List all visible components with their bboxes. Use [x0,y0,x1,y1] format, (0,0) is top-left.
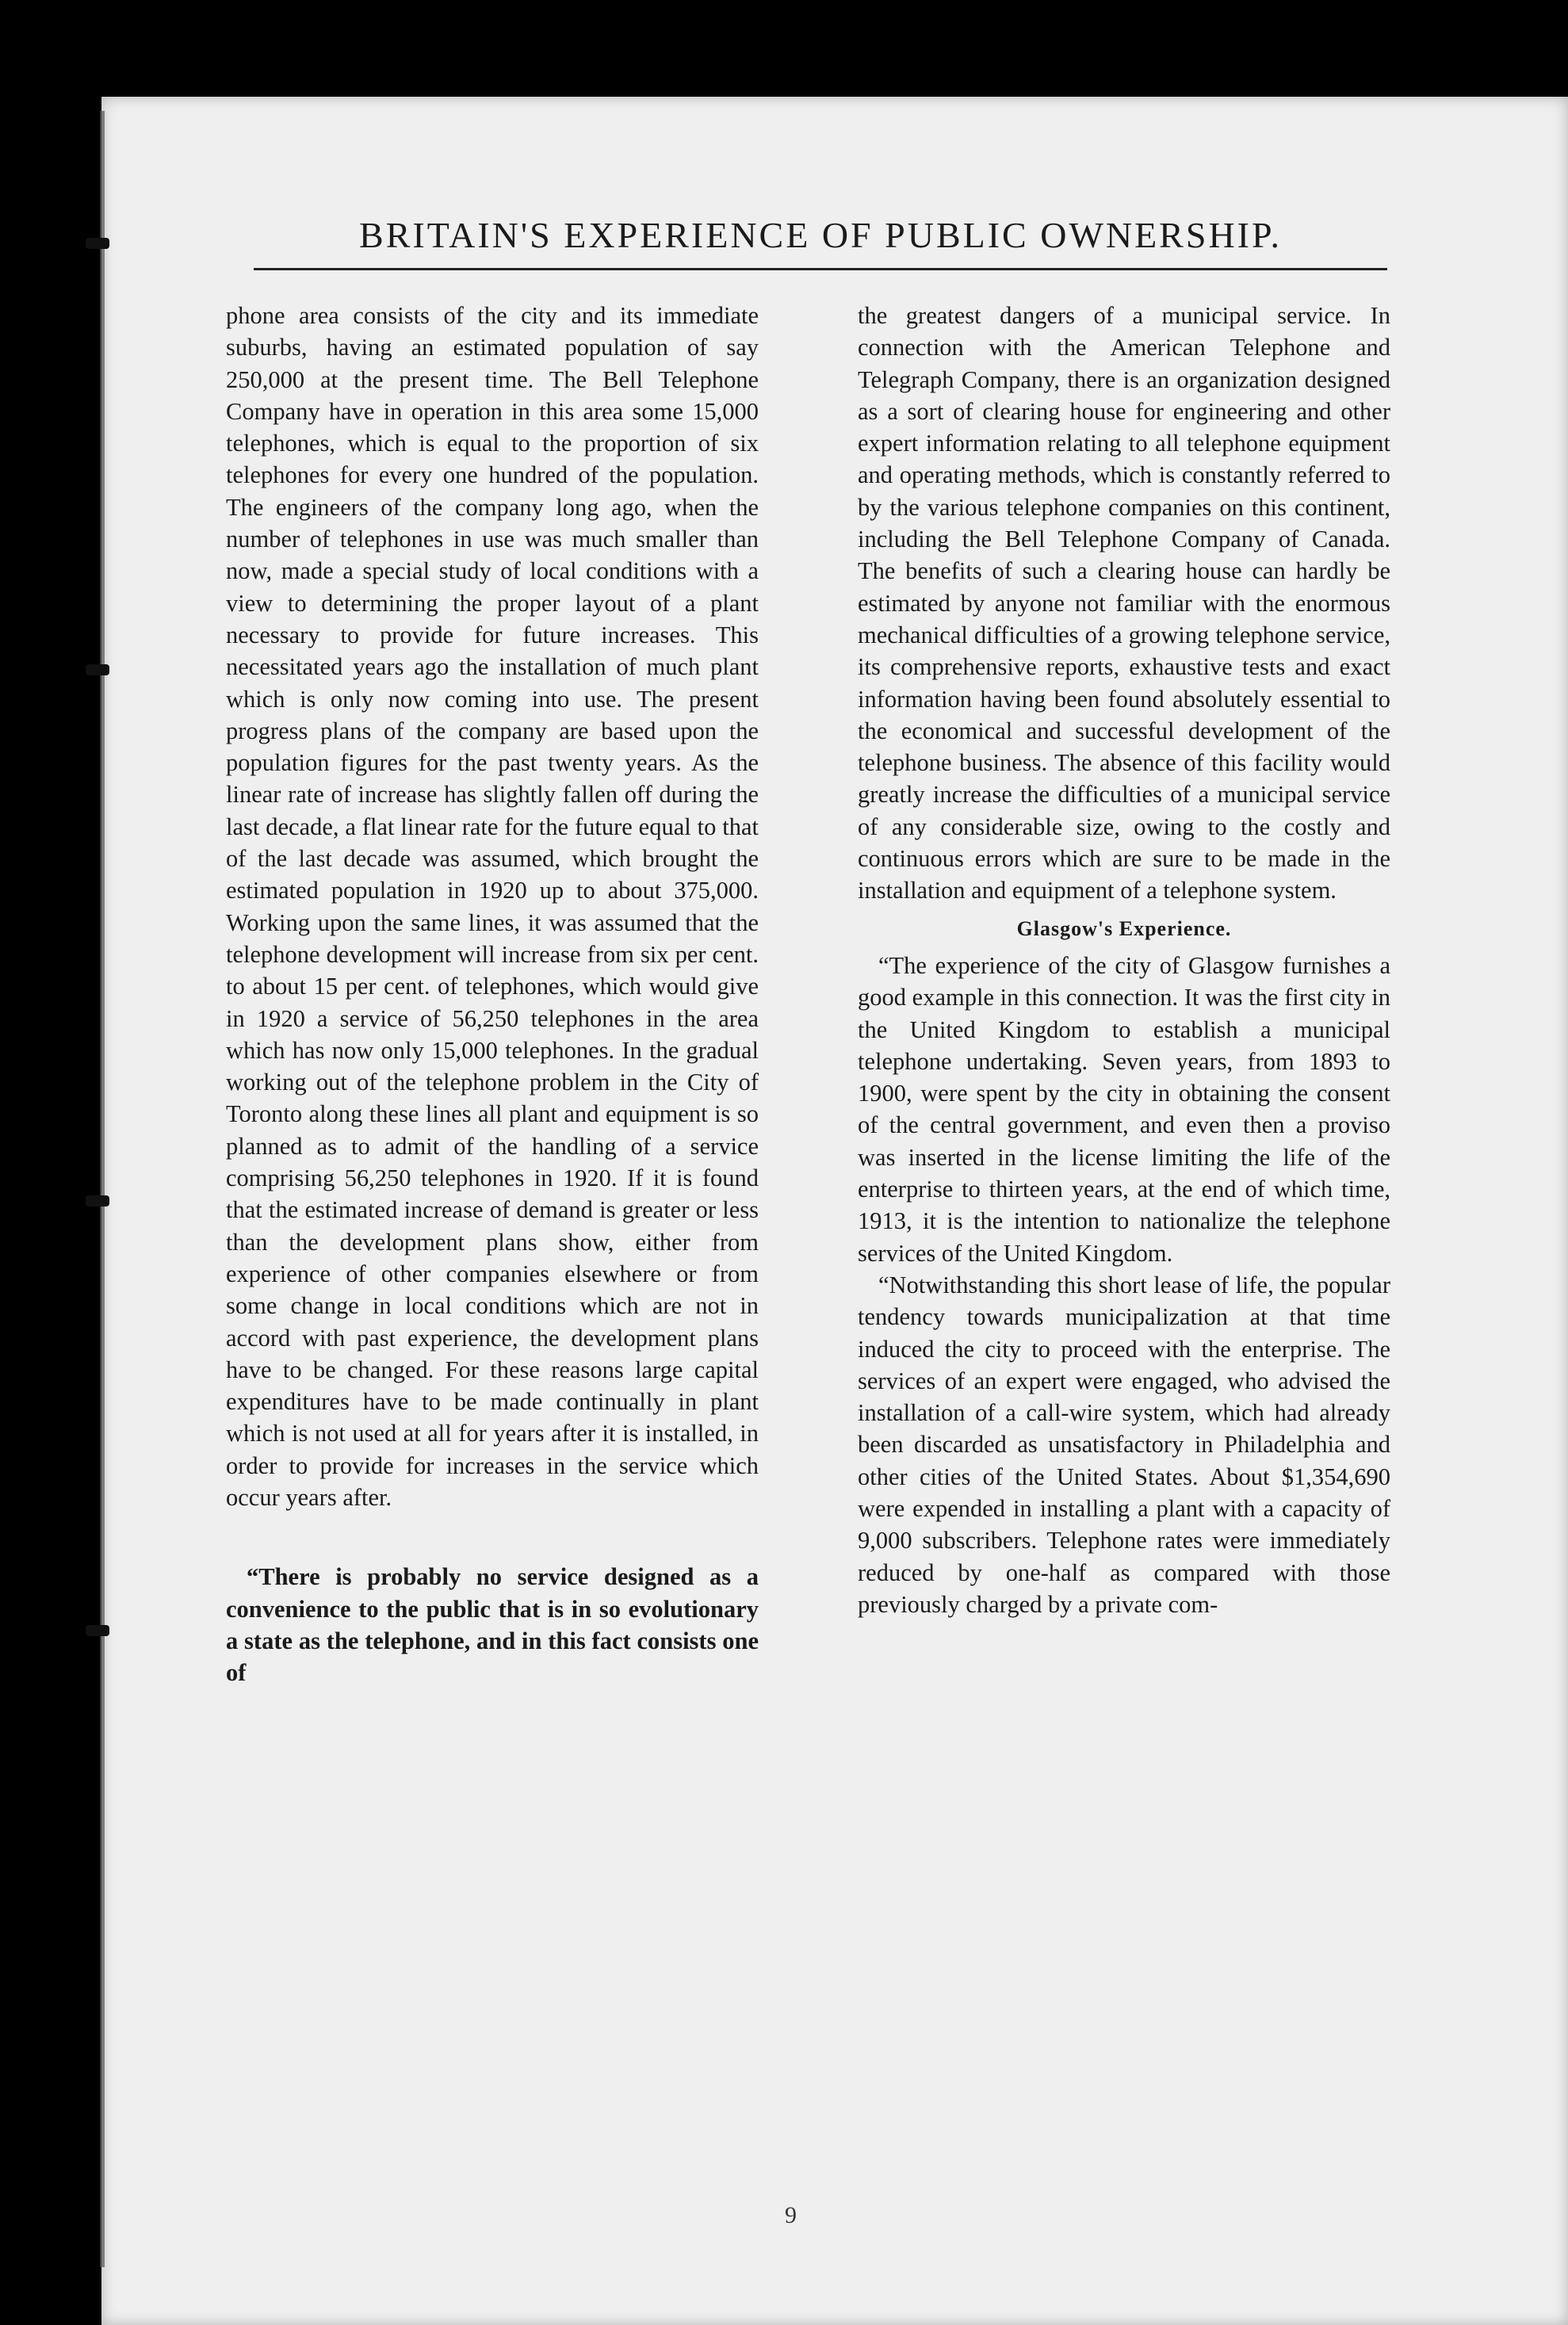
page-number: 9 [785,2202,797,2228]
section-subheading: Glasgow's Experience. [1016,916,1232,940]
binder-clip [86,1625,109,1636]
paragraph: “The experience of the city of Glasgow furnishes a good example in this connection. It was the first city in the United Kingdom to establish a municipal telephone undertaking. Seven years, from 1893 to 1900, were spent by the city in obtaining the consent of the central government, and even then a proviso was inserted in the license limiting the life of the enterprise to thirteen years, at the end of which time, 1913, it is the intention to nationalize the telephone services of the United Kingdom. [858,951,1390,1267]
paragraph: “Notwithstanding this short lease of life, the popular tendency towards municipalization at that time induced the city to proceed with the enterprise. The services of an expert were engaged, who advised the installation of a call-wire system, which had already been discarded as unsatisfactory in Philadelphia and other cities of the United States. About $1,354,690 were expended in installing a plant with a capacity of 9,000 subscribers. Telephone rates were immediately reduced by one-half as compared with those previously charged by a private com- [858,1271,1390,1618]
page-binding-edge [100,111,105,2267]
paragraph: “There is probably no service designed as a convenience to the public that is in so evolutionary a state as the telephone, and in this fact consists one of [226,1563,759,1687]
binder-clip [86,664,109,675]
binder-clip [86,238,109,249]
right-column [858,300,1390,1620]
header-rule [254,268,1387,270]
paragraph: the greatest dangers of a municipal service. In connection with the American Telephone and Telegraph Company, there is an organization designed as a sort of clearing house for engineering and other expert information relating to all telephone equipment and operating methods, which is constantly referred to by the various telephone companies on this continent, including the Bell Telephone Company of Canada. The benefits of such a clearing house can hardly be estimated by anyone not familiar with the enormous mechanical difficulties of a growing telephone service, its comprehensive reports, exhaustive tests and exact information having been found absolutely essential to the economical and successful development of the telephone business. The absence of this facility would greatly increase the difficulties of a municipal service of any considerable size, owing to the costly and continuous errors which are sure to be made in the installation and equipment of a telephone system. [858,302,1390,904]
running-header: BRITAIN'S EXPERIENCE OF PUBLIC OWNERSHIP. [359,215,1282,255]
paragraph: phone area consists of the city and its immediate suburbs, having an estimated population of say 250,000 at the present time. The Bell Telephone Company have in operation in this area some 15,000 telephones, which is equal to the proportion of six telephones for every one hundred of the population. The engineers of the company long ago, when the number of telephones in use was much smaller than now, made a special study of local conditions with a view to determining the proper layout of a plant necessary to provide for future increases. This necessitated years ago the installation of much plant which is only now coming into use. The present progress plans of the company are based upon the population figures for the past twenty years. As the linear rate of increase has slightly fallen off during the last decade, a flat linear rate for the future equal to that of the last decade was assumed, which brought the estimated population in 1920 up to about 375,000. Working upon the same lines, it was assumed that the telephone development will increase from six per cent. to about 15 per cent. of telephones, which would give in 1920 a service of 56,250 telephones in the area which has now only 15,000 telephones. In the gradual working out of the telephone problem in the City of Toronto along these lines all plant and equipment is so planned as to admit of the handling of a service comprising 56,250 telephones in 1920. If it is found that the estimated increase of demand is greater or less than the development plans show, either from experience of other companies elsewhere or from some change in local conditions which are not in accord with past experience, the development plans have to be changed. For these reasons large capital expenditures have to be made continually in plant which is not used at all for years after it is installed, in order to provide for increases in the service which occur years after. [226,302,759,1511]
binder-clip [86,1195,109,1206]
left-column [226,300,759,1688]
